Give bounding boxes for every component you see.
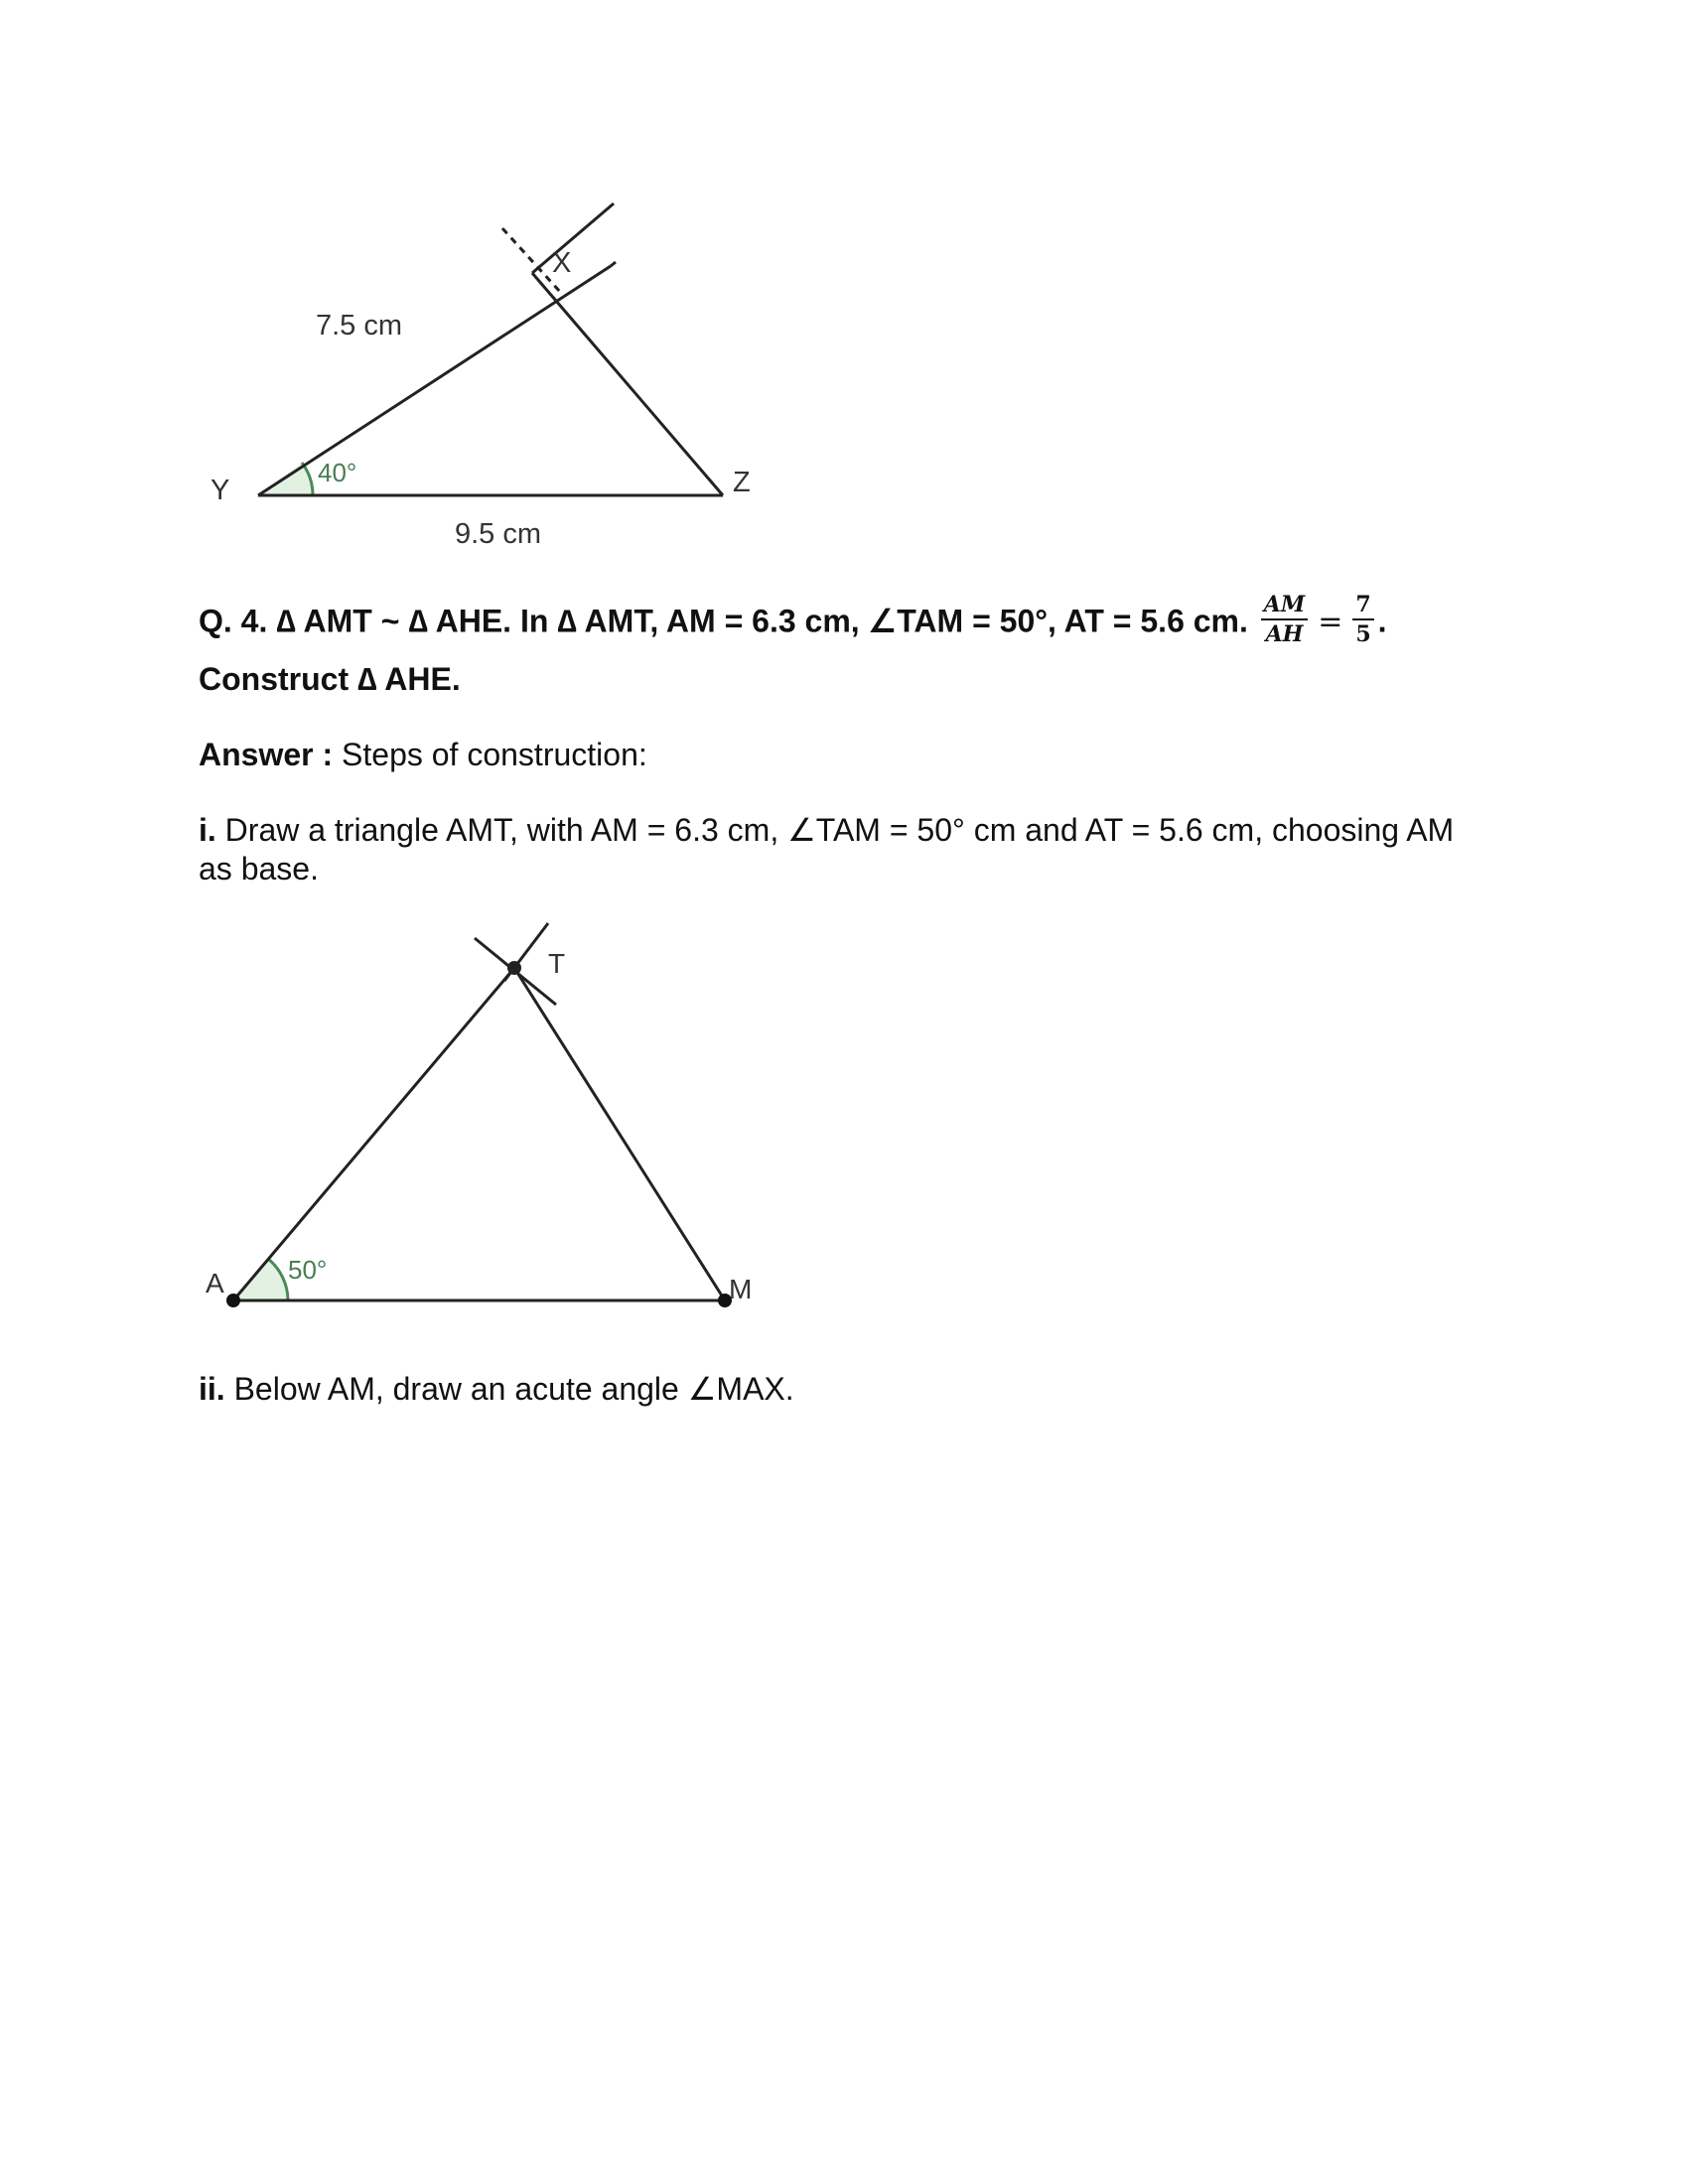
step-ii: [199, 1370, 1489, 1409]
triangle-amt-figure: [189, 913, 784, 1330]
ratio-fraction: [1261, 593, 1308, 646]
label-vertex-z: Z: [733, 467, 751, 498]
answer-label: Answer :: [199, 737, 334, 772]
question-line-2: Construct ∆ AHE.: [199, 661, 461, 697]
vertex-t-point: [507, 961, 521, 975]
step-ii-marker: ii.: [199, 1371, 225, 1407]
label-angle-a: 50°: [288, 1255, 328, 1285]
label-vertex-t: T: [548, 948, 566, 979]
label-angle-y: 40°: [318, 458, 357, 487]
value-denominator: 5: [1355, 621, 1371, 647]
answer-heading: [199, 736, 1489, 774]
question-period: .: [1377, 603, 1387, 639]
ray-yx: [258, 266, 611, 495]
ray-extension-top: [532, 204, 614, 273]
step-i: [199, 811, 1489, 888]
question-prefix: Q. 4. ∆ AMT ~ ∆ AHE. In ∆ AMT, AM = 6.3 cm, ∠TAM = 50°, AT = 5.6 cm.: [199, 603, 1248, 639]
ratio-equals: =: [1318, 605, 1343, 640]
ratio-denominator: AH: [1265, 621, 1304, 647]
step-i-text: Draw a triangle AMT, with AM = 6.3 cm, ∠TAM = 50° cm and AT = 5.6 cm, choosing AM as base.: [199, 812, 1455, 887]
triangle-xyz-figure: [189, 194, 784, 561]
angle-a-sector: [233, 1259, 288, 1300]
ray-yx-extension: [611, 262, 616, 266]
value-numerator: 7: [1352, 593, 1373, 620]
side-xz: [532, 273, 723, 495]
answer-text: Steps of construction:: [333, 737, 647, 772]
step-i-marker: i.: [199, 812, 216, 848]
label-vertex-a: A: [206, 1268, 224, 1298]
label-vertex-x: X: [552, 247, 572, 279]
value-fraction: [1352, 593, 1373, 646]
label-side-yz: 9.5 cm: [455, 518, 542, 550]
vertex-a-point: [226, 1294, 240, 1307]
label-vertex-m: M: [729, 1274, 753, 1304]
label-side-yx: 7.5 cm: [316, 310, 403, 341]
side-at: [233, 968, 514, 1300]
step-ii-text: Below AM, draw an acute angle ∠MAX.: [224, 1371, 794, 1407]
side-mt: [514, 968, 725, 1300]
ratio-numerator: AM: [1261, 593, 1308, 620]
label-vertex-y: Y: [211, 475, 230, 506]
question-line-1: [199, 592, 1489, 650]
